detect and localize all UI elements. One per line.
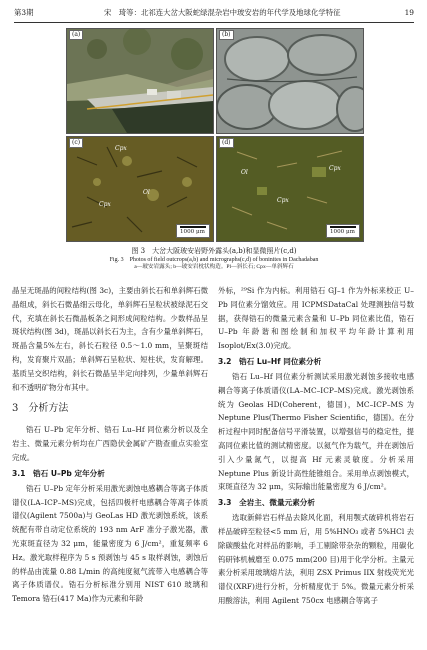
panel-b-pillow-photo — [216, 28, 364, 134]
running-header — [14, 6, 414, 20]
running-title: 宋 琦等：北祁连大岔大阪蛇绿混杂岩中玻安岩的年代学及地球化学特征 — [104, 8, 341, 17]
mineral-label: Cpx — [99, 201, 111, 208]
header-rule — [14, 22, 414, 23]
scale-bar: 1000 μm — [176, 224, 210, 238]
mineral-label: Cpx — [277, 197, 289, 204]
paragraph: 锆石 U–Pb 定年分析采用激光剥蚀电感耦合等离子体质谱仪(LA–ICP–MS)完成，包括四极杆电感耦合等离子体质谱仪(Agilent 7500a)与 GeoLas HD 激光剥蚀系统，该系统配有带自动定位系统的 193 nm ArF 准分子激光器，激光束斑直径为 32 μm，能量密度为 6 J/cm²，重复频率 6 Hz。激光取样程序为 5 s 预剥蚀与 45 s 取样剥蚀，剥蚀后的样品由流量 0.88 L/min 的高纯度氦气流带入电感耦合等离子体质谱仪。锆石分析标准分别用 NIST 610 玻璃和 Temora 锆石(417 Ma)作为元素和年龄 — [12, 483, 208, 604]
mineral-label: Cpx — [115, 145, 127, 152]
mineral-label: Ol — [143, 189, 150, 196]
paragraph: 锆石 Lu–Hf 同位素分析测试采用激光剥蚀多接收电感耦合等离子体质谱仪(LA–MC–ICP–MS)完成。激光剥蚀系统为 Geolas HD(Coherent，德国)，MC–ICP–MS 为 Neptune Plus(Thermo Fisher Scientific，德国)。在分析过程中同时配备信号平滑装置，以增强信号的稳定性，提高同位素比值的测试精密度。以氦气作为载气，并在剥蚀后引入少量氮气，以提高 Hf 元素灵敏度。分析采用 Neptune Plus 新设计高性能锥组合。采用单点剥蚀模式，束斑直径为 32 μm，实际输出能量密度为 6 J/cm²。 — [218, 371, 414, 492]
scale-bar: 1000 μm — [326, 224, 360, 238]
panel-label: (a) — [69, 30, 83, 40]
figure-caption — [20, 246, 408, 271]
subsection-heading: 3.1 锆石 U–Pb 定年分析 — [12, 468, 105, 478]
subsection-heading: 3.3 全岩主、微量元素分析 — [218, 498, 315, 508]
paragraph: 锆石 U–Pb 定年分析、锆石 Lu–Hf 同位素分析以及全岩主、微量元素分析均在广西隐伏金属矿产勘查重点实验室完成。 — [12, 425, 208, 462]
panel-label: (d) — [219, 138, 234, 148]
issue-number: 第3期 — [14, 8, 34, 17]
paragraph: 外标，²⁹Si 作为内标。利用锆石 GJ–1 作为外标来校正 U–Pb 同位素分馏效应。用 ICPMSDataCal 处理测独信号数据，获得锆石的微量元素含量和 U–Pb 同位素比值，锆石 U–Pb 年龄谐和图绘制和加权平均年龄计算利用 Isoplot/Ex(3.0)完成。 — [218, 286, 414, 351]
caption-note: a—玻安岩露头; b—玻安岩枕状构造。Pl—斜长石; Cpx—单斜辉石 — [134, 264, 294, 270]
panel-label: (c) — [69, 138, 83, 148]
panel-a-outcrop-photo — [66, 28, 214, 134]
left-column — [12, 284, 208, 606]
section-heading: 3 分析方法 — [12, 403, 69, 415]
page-number: 19 — [404, 8, 414, 17]
figure-3 — [66, 28, 362, 242]
panel-d-micrograph — [216, 136, 364, 242]
paragraph: 晶呈无斑晶的间粒结构(图 3c)，主要由斜长石和单斜辉石微晶组成，斜长石微晶细云母化，单斜辉石呈粒状被绿泥石交代，充填在斜长石微晶板条之间形成间粒结构。少数样品呈斑状结构(图 3d)，斑晶以斜长石为主，含有少量单斜辉石，斑晶含量5%左右，斜长石粒径 0.5～1.0 mm，呈聚斑结构，发育聚片双晶；单斜辉石呈粒状、短柱状，发育解理。基质呈交织结构，斜长石微晶呈半定向排列，少量单斜辉石和不透明矿物分布其中。 — [12, 286, 208, 392]
subsection-heading: 3.2 锆石 Lu–Hf 同位素分析 — [218, 356, 322, 366]
caption-english: Fig. 3 Photos of field outcrops(a,b) and micrographs(c,d) of boninites in Dachadaban — [109, 257, 319, 263]
right-column — [218, 284, 414, 608]
panel-label: (b) — [219, 30, 234, 40]
paragraph: 选取新鲜岩石样品去除风化面，利用颚式破碎机将岩石样品破碎至粒径<5 mm 后，用 5%HNO₃ 或者 5%HCl 去除碳酸盐化对样品的影响，手工剔除带杂杂的颗粒，用碳化钨研钵机械磨至 0.075 mm(200 目)用于化学分析。主量元素分析采用玻璃熔片法，利用 ZSX Primus IIX 射线荧光光谱仪(XRF)进行分析，分析精度优于 5%。微量元素分析采用酸溶法，利用 Agilent 750cx 电感耦合等离子 — [218, 513, 414, 605]
mineral-label: Ol — [241, 169, 248, 176]
mineral-label: Cpx — [329, 165, 341, 172]
panel-c-micrograph — [66, 136, 214, 242]
caption-chinese: 图 3 大岔大阪玻安岩野外露头(a,b)和显微照片(c,d) — [131, 247, 297, 255]
